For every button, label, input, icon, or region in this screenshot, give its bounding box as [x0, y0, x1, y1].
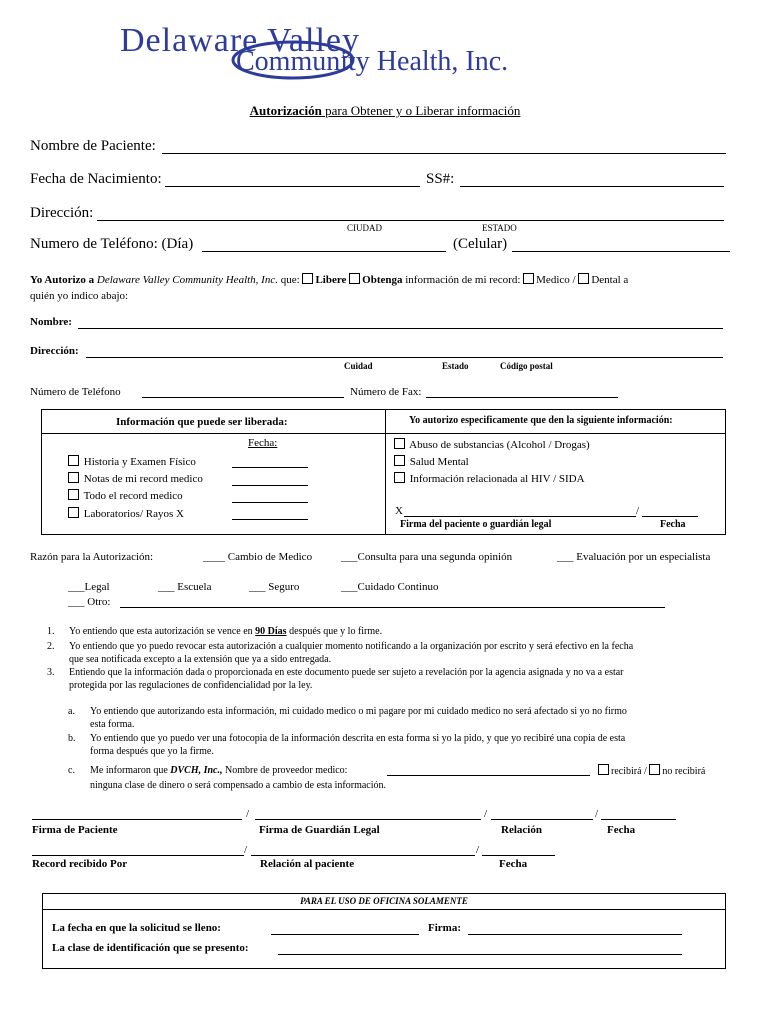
- sig-label: Relación: [501, 824, 542, 836]
- office-header: PARA EL USO DE OFICINA SOLAMENTE: [300, 896, 468, 906]
- no-recibira-checkbox[interactable]: [649, 764, 660, 775]
- note-text: Yo entiendo que yo puedo revocar esta autorización a cualquier momento notificando a la organización por escrito y será efectivo en la fecha: [69, 641, 634, 652]
- slash: /: [636, 505, 640, 517]
- item-checkbox[interactable]: [394, 438, 405, 449]
- sig-field[interactable]: [251, 855, 475, 856]
- obtenga-checkbox[interactable]: [349, 273, 360, 284]
- note-a: [68, 705, 748, 731]
- slash: /: [476, 844, 480, 856]
- medico-label: Medico /: [536, 274, 576, 286]
- reason-option-label: Evaluación por un especialista: [576, 551, 711, 563]
- reason-option-label: Legal: [84, 581, 110, 593]
- obtenga-label: Obtenga: [362, 274, 403, 286]
- recibira-checkbox[interactable]: [598, 764, 609, 775]
- date-field[interactable]: [232, 519, 308, 520]
- recipient-name-field[interactable]: [78, 328, 723, 329]
- item-checkbox[interactable]: [68, 489, 79, 500]
- note-2: [47, 640, 747, 666]
- slash: /: [244, 844, 248, 856]
- right-item: [394, 455, 469, 468]
- item-label: Todo el record medico: [83, 490, 183, 502]
- authorize-line: [30, 273, 628, 286]
- slash: /: [246, 808, 250, 820]
- authorize-prefix: Yo Autorizo a: [30, 274, 95, 286]
- office-firma-field[interactable]: [468, 934, 682, 935]
- ss-label: SS#:: [426, 171, 455, 187]
- right-item: [394, 472, 585, 485]
- left-item: [68, 455, 196, 468]
- provider-field[interactable]: [387, 775, 590, 776]
- recibira-label: recibirá /: [611, 766, 647, 777]
- note-num: c.: [68, 765, 75, 776]
- item-checkbox[interactable]: [394, 472, 405, 483]
- date-field[interactable]: [232, 502, 308, 503]
- sig-label: Relación al paciente: [260, 858, 355, 870]
- office-id-field[interactable]: [278, 954, 682, 955]
- recipient-address-label: Dirección:: [30, 345, 79, 357]
- sig-field[interactable]: [491, 819, 593, 820]
- sig-field[interactable]: [255, 819, 481, 820]
- state-label: ESTADO: [482, 223, 517, 233]
- note-org: DVCH, Inc.,: [170, 765, 223, 776]
- item-label: Abuso de substancias (Alcohol / Drogas): [409, 439, 590, 451]
- office-header-line: [42, 909, 725, 910]
- note-3: [47, 666, 747, 692]
- item-checkbox[interactable]: [68, 472, 79, 483]
- logo-line1: Delaware Valley: [120, 22, 360, 59]
- reason-option[interactable]: ___Consulta para una segunda opinión: [341, 551, 513, 563]
- info-fecha-label: Fecha: [660, 519, 686, 530]
- left-item: [68, 489, 183, 502]
- libere-label: Libere: [315, 274, 347, 286]
- note-num: 2.: [47, 641, 55, 652]
- reason-option-label: Cambio de Medico: [227, 551, 313, 563]
- recipient-fax-field[interactable]: [426, 397, 618, 398]
- sig-label: Record recibido Por: [32, 858, 128, 870]
- reason-option[interactable]: ___Cuidado Continuo: [341, 581, 439, 593]
- recibira-option: [598, 764, 705, 777]
- item-label: Notas de mi record medico: [83, 473, 203, 485]
- date-field[interactable]: [232, 467, 308, 468]
- reason-option[interactable]: ___Legal: [68, 581, 110, 593]
- recipient-address-field[interactable]: [86, 357, 723, 358]
- page-title: [0, 103, 770, 119]
- info-signature-field[interactable]: [404, 516, 636, 517]
- sig-label: Fecha: [607, 824, 636, 836]
- medico-checkbox[interactable]: [523, 273, 534, 284]
- note-text: después que y lo firme.: [286, 626, 383, 637]
- dental-checkbox[interactable]: [578, 273, 589, 284]
- reason-option-label: Seguro: [268, 581, 300, 593]
- no-recibira-label: no recibirá: [662, 766, 706, 777]
- libere-checkbox[interactable]: [302, 273, 313, 284]
- reason-option[interactable]: ____ Cambio de Medico: [203, 551, 313, 563]
- logo: [118, 20, 648, 80]
- sig-field[interactable]: [32, 819, 242, 820]
- note-1: [47, 626, 737, 637]
- recipient-name-label: Nombre:: [30, 316, 72, 328]
- left-item: [68, 472, 203, 485]
- office-date-label: La fecha en que la solicitud se lleno:: [52, 922, 221, 934]
- reason-label: Razón para la Autorización:: [30, 551, 154, 563]
- authorize-mid: información de mi record:: [405, 274, 521, 286]
- item-checkbox[interactable]: [394, 455, 405, 466]
- item-label: Salud Mental: [409, 456, 469, 468]
- sig-field[interactable]: [601, 819, 676, 820]
- recipient-city: Cuidad: [344, 361, 373, 371]
- item-label: Historia y Examen Físico: [83, 456, 196, 468]
- recipient-phone-label: Número de Teléfono: [30, 386, 121, 398]
- dob-field[interactable]: [165, 186, 420, 187]
- item-label: Información relacionada al HIV / SIDA: [409, 473, 585, 485]
- authorize-line2: quién yo indico abajo:: [30, 290, 129, 302]
- info-sig-label: Firma del paciente o guardián legal: [400, 519, 552, 530]
- dental-label: Dental a: [591, 274, 629, 286]
- note-text: Yo entiendo que esta autorización se vence en: [69, 626, 256, 637]
- note-days: 90 Días: [255, 626, 287, 637]
- phone-cell-field[interactable]: [512, 251, 730, 252]
- fecha-label: Fecha:: [248, 437, 278, 449]
- otro-field[interactable]: [120, 607, 665, 608]
- note-text: Entiendo que la información dada o proporcionada en este documento puede ser sujeto a revelación por la agencia asignada y no va a estar: [69, 667, 624, 678]
- left-item: [68, 507, 184, 520]
- sig-label: Firma de Paciente: [32, 824, 118, 836]
- recipient-state: Estado: [442, 361, 469, 371]
- office-firma-label: Firma:: [428, 922, 461, 934]
- phone-day-field[interactable]: [202, 251, 446, 252]
- city-label: CIUDAD: [347, 223, 382, 233]
- reason-option-label: Otro:: [87, 596, 111, 608]
- right-item: [394, 438, 590, 451]
- item-label: Laboratorios/ Rayos X: [83, 508, 184, 520]
- sig-label: Fecha: [499, 858, 528, 870]
- note-text: Yo entiendo que yo puedo ver una fotocopia de la información descrita en esta forma si yo la pido, y que yo recibiré una copia de esta: [90, 733, 626, 744]
- x-mark: X: [395, 505, 403, 517]
- dob-label: Fecha de Nacimiento:: [30, 171, 162, 187]
- left-header: Información que puede ser liberada:: [116, 416, 288, 428]
- patient-name-label: Nombre de Paciente:: [30, 138, 156, 154]
- title-rest: para Obtener y o Liberar información: [321, 103, 521, 118]
- phone-cell-label: (Celular): [453, 236, 508, 252]
- right-header: Yo autorizo especificamente que den la siguiente información:: [409, 415, 673, 426]
- authorize-org: Delaware Valley Community Health, Inc.: [96, 274, 278, 286]
- sig-field[interactable]: [482, 855, 555, 856]
- ss-field[interactable]: [460, 186, 724, 187]
- note-num: 3.: [47, 667, 55, 678]
- item-checkbox[interactable]: [68, 507, 79, 518]
- authorize-que: que:: [280, 274, 300, 286]
- note-text: esta forma.: [90, 719, 135, 730]
- recipient-fax-label: Número de Fax:: [350, 386, 422, 398]
- reason-option[interactable]: ___ Evaluación por un especialista: [557, 551, 711, 563]
- address-field[interactable]: [97, 220, 724, 221]
- info-box-divider: [385, 409, 386, 534]
- note-text: que sea notificada excepto a la extensión que ya a sido entregada.: [69, 654, 332, 665]
- slash: /: [484, 808, 488, 820]
- note-text: protegida por las regulaciones de confidencialidad por la ley.: [69, 680, 313, 691]
- recipient-phone-field[interactable]: [142, 397, 344, 398]
- note-text: Yo entiendo que autorizando esta información, mi cuidado medico o mi pagare por mi cuidado medico no será afectado si yo no firmo: [90, 706, 627, 717]
- reason-option[interactable]: ___ Seguro: [249, 581, 300, 593]
- address-label: Dirección:: [30, 205, 94, 221]
- reason-option-label: Cuidado Continuo: [357, 581, 439, 593]
- note-text: forma después que yo la firme.: [90, 746, 214, 757]
- note-c-line2: ninguna clase de dinero o será compensado a cambio de esta información.: [90, 780, 387, 791]
- sig-field[interactable]: [32, 855, 244, 856]
- slash: /: [595, 808, 599, 820]
- reason-option[interactable]: ___ Otro:: [68, 596, 111, 608]
- reason-option-label: Consulta para una segunda opinión: [357, 551, 513, 563]
- info-box-header-line: [41, 433, 725, 434]
- logo-line2: Community Health, Inc.: [236, 46, 509, 77]
- reason-option[interactable]: ___ Escuela: [158, 581, 212, 593]
- recipient-zip: Código postal: [500, 361, 553, 371]
- note-b: [68, 732, 748, 758]
- note-text: Nombre de proveedor medico:: [222, 765, 348, 776]
- title-bold: Autorización: [249, 103, 322, 118]
- note-text: Me informaron que: [90, 765, 171, 776]
- reason-option-label: Escuela: [177, 581, 212, 593]
- note-num: b.: [68, 733, 76, 744]
- phone-day-label: Numero de Teléfono: (Día): [30, 236, 194, 252]
- patient-name-field[interactable]: [162, 153, 726, 154]
- office-date-field[interactable]: [271, 934, 419, 935]
- office-id-label: La clase de identificación que se presento:: [52, 942, 249, 954]
- item-checkbox[interactable]: [68, 455, 79, 466]
- note-num: 1.: [47, 626, 55, 637]
- info-date-field[interactable]: [642, 516, 698, 517]
- date-field[interactable]: [232, 485, 308, 486]
- note-num: a.: [68, 706, 75, 717]
- sig-label: Firma de Guardián Legal: [259, 824, 380, 836]
